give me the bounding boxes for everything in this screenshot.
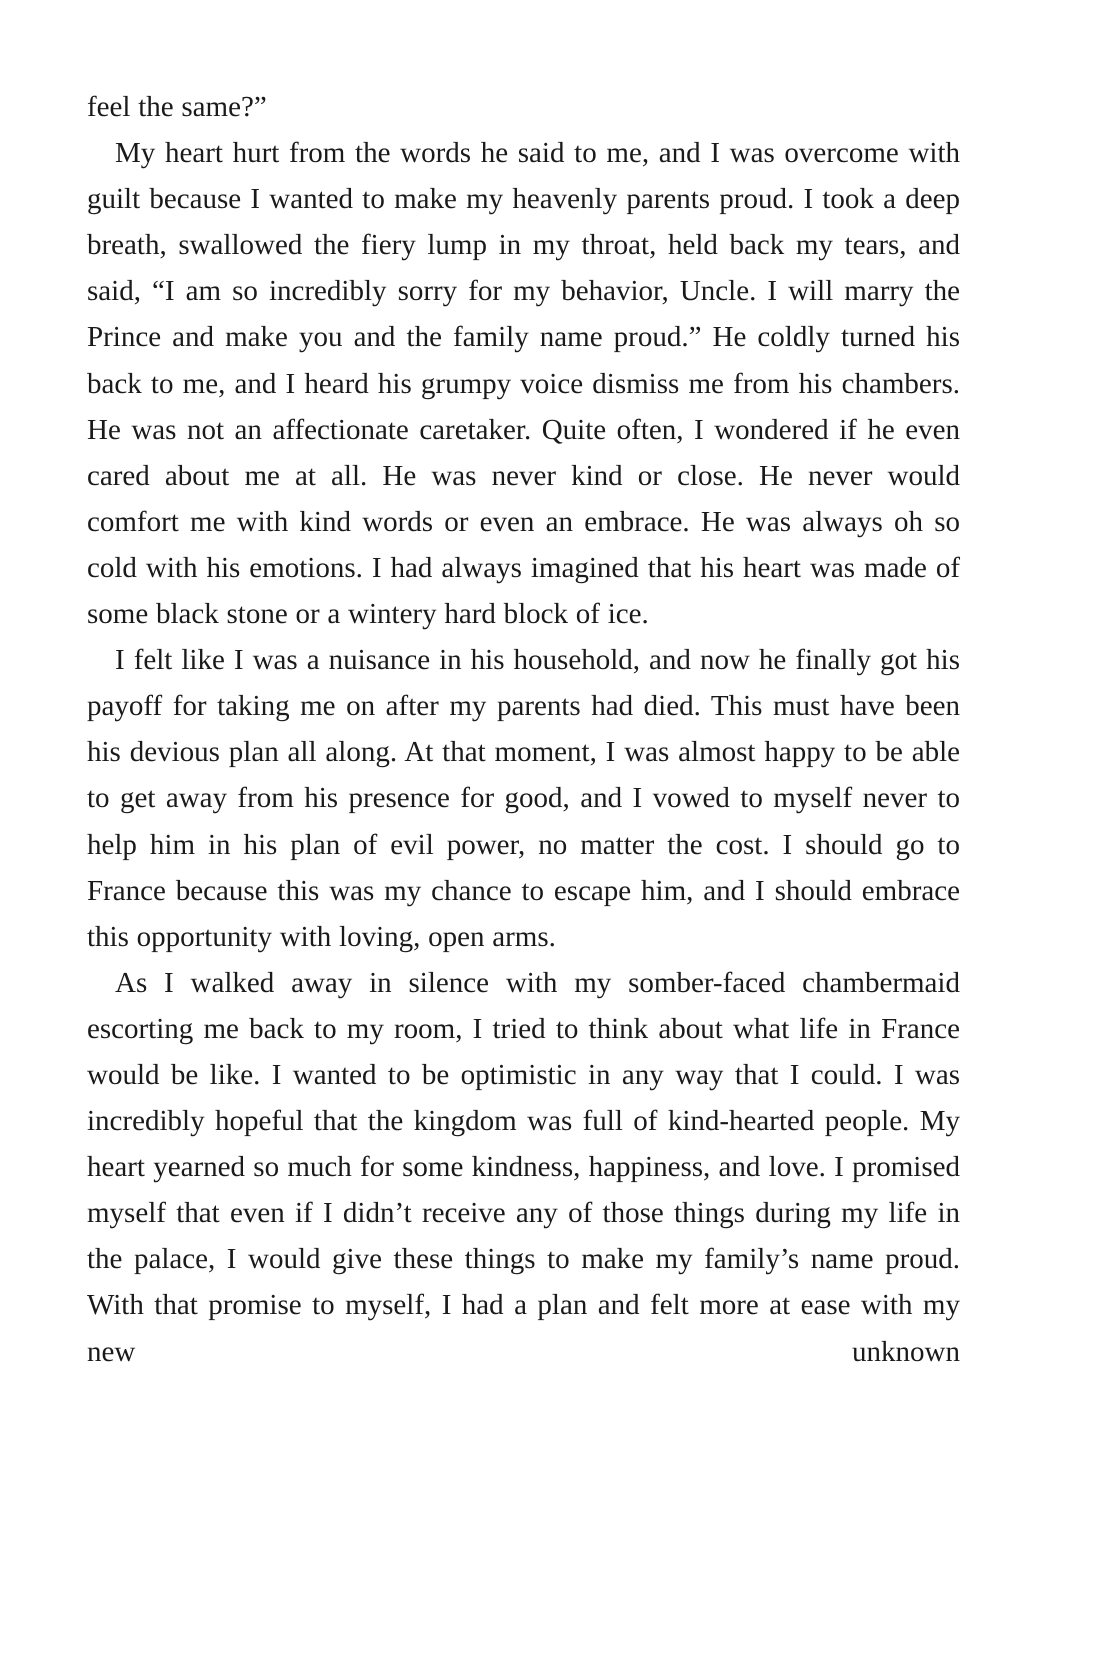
paragraph-continued: feel the same?” [87, 91, 267, 123]
book-page [87, 84, 960, 1375]
paragraph: My heart hurt from the words he said to me, and I was overcome with guilt because I wanted to make my heavenly parents proud. I took a deep breath, swallowed the fiery lump in my throat, held back my tears, and said, “I am so incredibly sorry for my behavior, Uncle. I will marry the Prince and make you and the family name proud.” He coldly turned his back to me, and I heard his grumpy voice dismiss me from his chambers. He was not an affectionate caretaker. Quite often, I wondered if he even cared about me at all. He was never kind or close. He never would comfort me with kind words or even an embrace. He was always oh so cold with his emotions. I had always imagined that his heart was made of some black stone or a wintery hard block of ice. [87, 137, 960, 631]
paragraph-continues-next-page: As I walked away in silence with my somber-faced chambermaid escorting me back to my room, I tried to think about what life in France would be like. I wanted to be optimistic in any way that I could. I was incredibly hopeful that the kingdom was full of kind-hearted people. My heart yearned so much for some kindness, happiness, and love. I promised myself that even if I didn’t receive any of those things during my life in the palace, I would give these things to make my family’s name proud. With that promise to myself, I had a plan and felt more at ease with my new unknown [87, 966, 960, 1368]
paragraph: I felt like I was a nuisance in his household, and now he finally got his payoff for taking me on after my parents had died. This must have been his devious plan all along. At that moment, I was almost happy to be able to get away from his presence for good, and I vowed to myself never to help him in his plan of evil power, no matter the cost. I should go to France because this was my chance to escape him, and I should embrace this opportunity with loving, open arms. [87, 644, 960, 953]
